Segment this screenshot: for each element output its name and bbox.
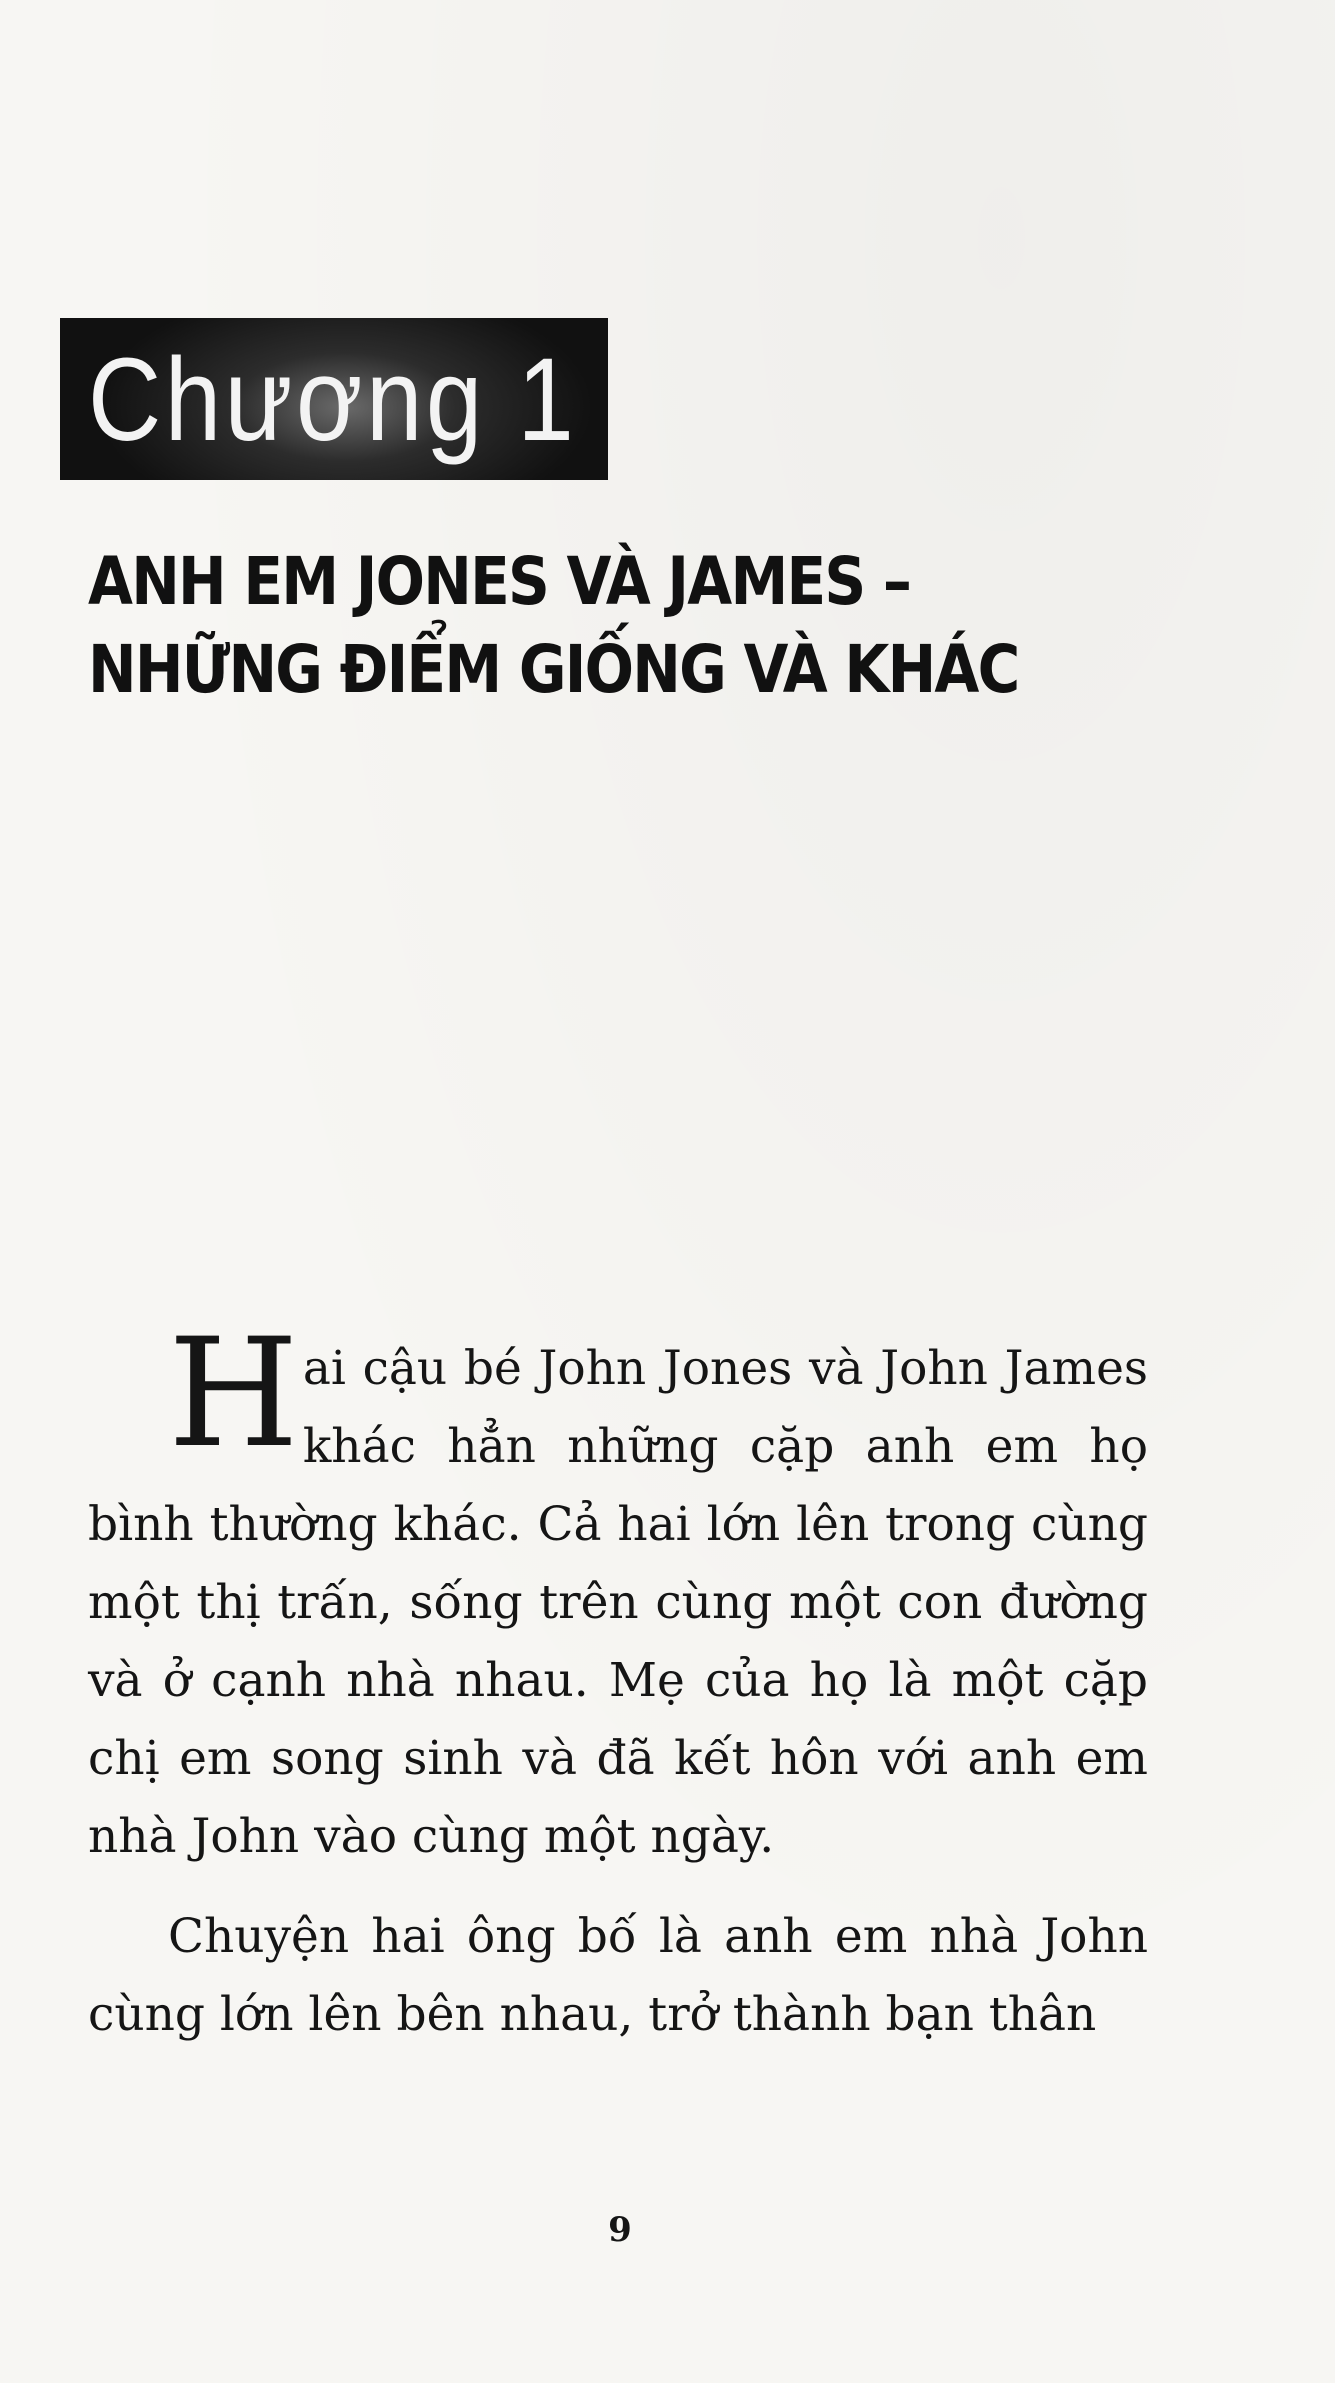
- page-number: 9: [608, 2210, 632, 2250]
- chapter-heading-box: [60, 318, 608, 480]
- drop-cap: H: [168, 1307, 299, 1481]
- chapter-label: Chương 1: [88, 334, 578, 466]
- paragraph-1: [88, 1307, 1148, 1876]
- chapter-title-line-2: NHỮNG ĐIỂM GIỐNG VÀ KHÁC: [88, 631, 1019, 708]
- paragraph-2-text: Chuyện hai ông bố là anh em nhà John cùng lớn lên bên nhau, trở thành bạn thân: [88, 1909, 1148, 2042]
- body-text: [88, 1307, 1148, 2054]
- paragraph-1-text: ai cậu bé John Jones và John James khác hẳn những cặp anh em họ bình thường khác. Cả hai lớn lên trong cùng một thị trấn, sống trên cùng một con đường và ở cạnh nhà nhau. Mẹ của họ là một cặp chị em song sinh và đã kết hôn với anh em nhà John vào cùng một ngày.: [88, 1341, 1148, 1864]
- chapter-title: [88, 538, 1208, 714]
- chapter-title-line-1: ANH EM JONES VÀ JAMES –: [88, 543, 911, 620]
- paragraph-2: [88, 1898, 1148, 2054]
